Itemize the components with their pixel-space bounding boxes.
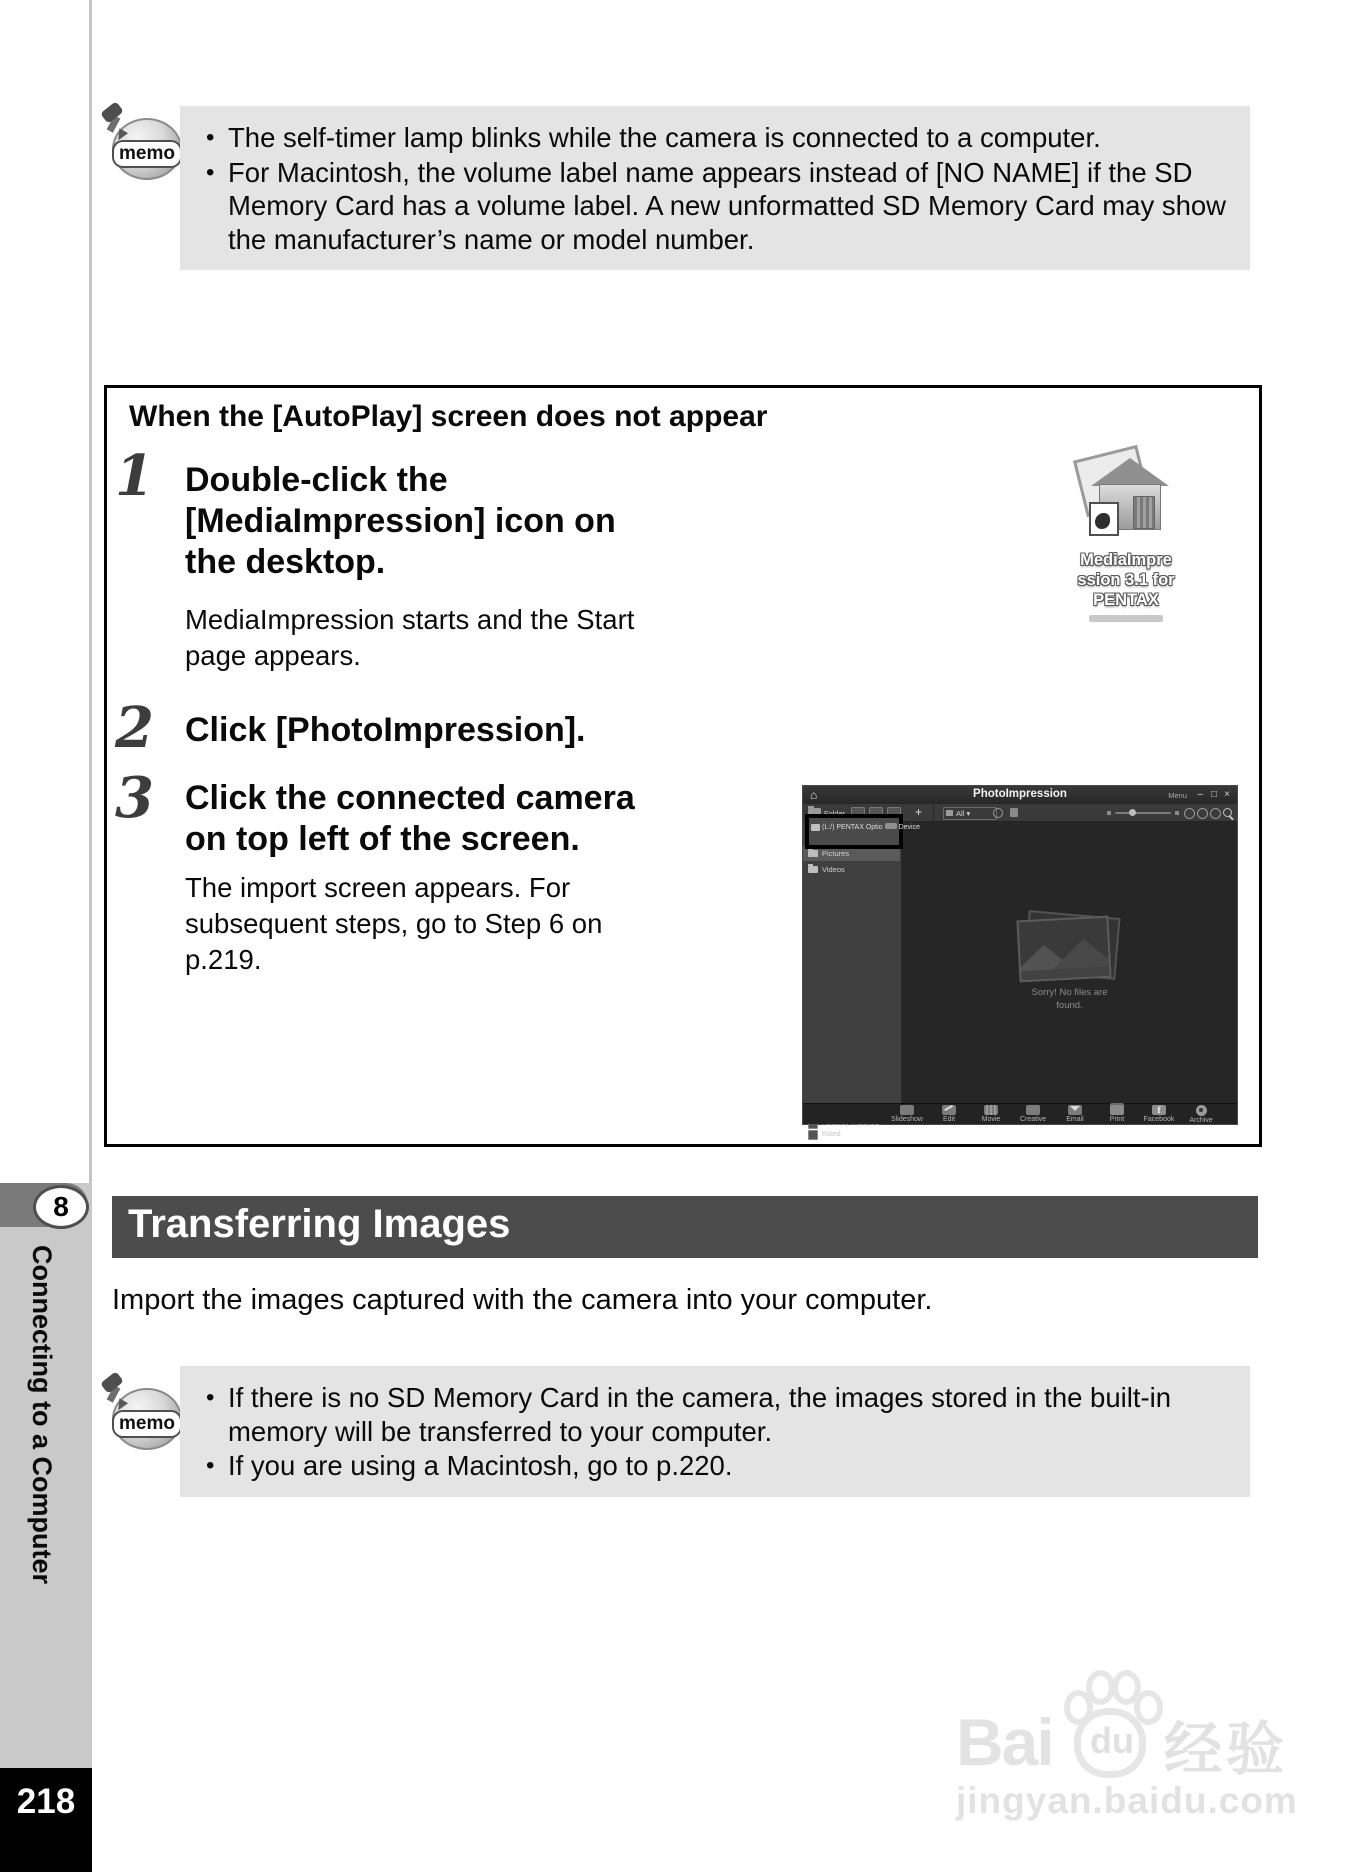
chapter-tab <box>0 1183 88 1227</box>
step-3-number: 3 <box>115 765 154 831</box>
zoom-slider-handle[interactable] <box>1129 809 1136 816</box>
small-photo-icon <box>1089 502 1119 536</box>
step-1-heading-line: Double-click the <box>185 461 448 499</box>
bottombar-archive[interactable] <box>1187 1105 1215 1124</box>
chapter-title-vertical: Connecting to a Computer <box>27 1245 57 1584</box>
folder-icon <box>808 850 818 857</box>
left-margin-rule <box>89 0 92 1186</box>
bottombar-edit[interactable] <box>935 1105 963 1123</box>
step-3-heading-line: on top left of the screen. <box>185 820 580 858</box>
empty-message-line: Sorry! No files are <box>1031 987 1108 998</box>
bottombar-label: Print <box>1109 1116 1125 1123</box>
step-3-body-line: subsequent steps, go to Step 6 on <box>185 908 603 939</box>
memo-note-top <box>180 106 1250 270</box>
filter-label: All <box>956 809 965 818</box>
window-titlebar <box>803 786 1237 804</box>
bullet-icon: • <box>206 1384 215 1411</box>
mediaimpression-icon-art <box>1073 450 1177 542</box>
maximize-button[interactable]: □ <box>1210 789 1217 800</box>
memo-bullet <box>202 1449 1228 1483</box>
memo-bullet-text: For Macintosh, the volume label name appears instead of [NO NAME] if the SD Memory Card has a volume label. A new unformatted SD Memory Card may show the manufacturer’s name or model number. <box>228 156 1227 255</box>
icon-label-line: MediaImpre <box>1080 551 1172 569</box>
step-3-heading-line: Click the connected camera <box>185 779 635 817</box>
toolbar-divider <box>933 804 934 821</box>
empty-message-line: found. <box>1056 1000 1083 1011</box>
bullet-icon: • <box>206 124 215 151</box>
delete-icon[interactable] <box>1010 808 1018 817</box>
pushpin-head-icon <box>100 1371 124 1394</box>
watermark-url: jingyan.baidu.com <box>956 1780 1298 1821</box>
page-number: 218 <box>16 1782 76 1821</box>
bullet-icon: • <box>206 1452 215 1479</box>
zoom-out-icon[interactable] <box>1107 811 1111 815</box>
memo-note-bottom <box>180 1366 1250 1497</box>
connected-camera-callout[interactable] <box>805 814 920 849</box>
step-3-heading <box>185 778 635 860</box>
bottombar-label: Facebook <box>1143 1116 1175 1123</box>
folder-icon <box>808 866 818 873</box>
autoplay-heading: When the [AutoPlay] screen does not appear <box>129 400 768 433</box>
window-title: PhotoImpression <box>973 788 1067 800</box>
chapter-number-badge <box>33 1185 89 1229</box>
email-icon <box>1068 1105 1082 1115</box>
close-button[interactable]: × <box>1224 789 1230 800</box>
house-roof-icon <box>1091 458 1169 486</box>
connected-camera-item[interactable] <box>811 823 920 831</box>
album-icon <box>808 1130 818 1140</box>
device-label-prefix: (L:/) PENTAX Optio <box>822 824 883 831</box>
section-header-bar <box>112 1196 1258 1258</box>
step-1-body-line: page appears. <box>185 640 361 671</box>
step-2-number: 2 <box>115 695 154 761</box>
icon-sublabel-blur <box>1089 615 1163 622</box>
movie-icon <box>984 1105 998 1115</box>
baidu-logo-chinese: 经验 <box>1164 1717 1289 1782</box>
sidebar-item-label: Videos <box>822 865 845 874</box>
bottombar-label: Creative <box>1019 1116 1047 1123</box>
edit-icon <box>942 1105 956 1115</box>
step-1-number: 1 <box>115 443 154 509</box>
memo-icon <box>96 1374 182 1454</box>
baidu-logo-bai: Bai <box>956 1705 1053 1779</box>
bottombar-movie[interactable] <box>977 1105 1005 1123</box>
people-icon[interactable] <box>1197 808 1208 819</box>
memo-icon <box>96 104 182 184</box>
menu-button[interactable]: Menu <box>1168 791 1187 800</box>
chevron-down-icon: ▾ <box>966 809 971 818</box>
step-1-heading-line: the desktop. <box>185 543 386 581</box>
print-icon <box>1110 1105 1124 1115</box>
refresh-icon[interactable] <box>993 808 1003 818</box>
bottombar-creative[interactable] <box>1019 1105 1047 1123</box>
memo-label: memo <box>112 140 182 168</box>
minimize-button[interactable]: – <box>1197 789 1203 800</box>
empty-state-message <box>902 986 1237 1012</box>
memo-bullet <box>202 1381 1228 1448</box>
autoplay-section <box>104 385 1262 1147</box>
photoimpression-window <box>803 786 1237 1138</box>
memo-bullet <box>202 156 1228 257</box>
mediaimpression-desktop-icon[interactable] <box>1063 450 1189 648</box>
baidu-logo <box>956 1668 1296 1782</box>
bottombar-print[interactable] <box>1103 1105 1131 1123</box>
bottombar-facebook[interactable] <box>1145 1105 1173 1123</box>
baidu-logo-du: du <box>1090 1720 1134 1761</box>
info-icon[interactable] <box>1184 808 1195 819</box>
page-number-box <box>0 1768 92 1872</box>
device-label <box>822 823 920 831</box>
house-door-icon <box>1133 496 1155 529</box>
home-icon[interactable]: ⌂ <box>810 788 818 802</box>
facebook-icon: f <box>1152 1105 1166 1115</box>
pushpin-head-icon <box>100 101 124 124</box>
zoom-slider[interactable] <box>1115 812 1171 814</box>
memo-bullet-text: If you are using a Macintosh, go to p.220. <box>228 1450 733 1481</box>
paw-toe-icon <box>1086 1670 1115 1705</box>
search-icon[interactable] <box>1223 808 1232 817</box>
tag-icon[interactable] <box>1210 808 1221 819</box>
window-sidebar <box>803 821 902 1138</box>
slideshow-icon <box>900 1105 914 1115</box>
device-label-suffix: Device <box>898 824 920 831</box>
bottombar-label: Email <box>1066 1116 1084 1123</box>
section-title: Transferring Images <box>128 1202 511 1246</box>
icon-label-line: PENTAX <box>1093 591 1159 609</box>
step-3-body <box>185 870 602 978</box>
chapter-number: 8 <box>53 1191 69 1222</box>
photo-subject-icon <box>1095 513 1110 529</box>
mountain-icon <box>1050 937 1112 971</box>
step-3-body-line: The import screen appears. For <box>185 872 571 903</box>
desktop-icon-label <box>1063 550 1189 610</box>
album-item-label: Rated <box>822 1131 841 1138</box>
device-model-redacted <box>885 823 897 829</box>
camera-device-icon <box>811 824 820 831</box>
memo-bullet-text: The self-timer lamp blinks while the camera is connected to a computer. <box>228 122 1101 153</box>
empty-state-illustration <box>1018 914 1118 980</box>
baidu-paw-icon <box>1060 1668 1160 1774</box>
sidebar-item-label: Pictures <box>822 849 850 858</box>
memo-label: memo <box>112 1410 182 1438</box>
step-1-heading-line: [MediaImpression] icon on <box>185 502 616 540</box>
filter-dropdown[interactable] <box>943 807 997 820</box>
bottombar-label: Movie <box>981 1116 1001 1123</box>
baidu-watermark <box>956 1668 1296 1822</box>
step-1-heading <box>185 460 616 583</box>
step-3-body-line: p.219. <box>185 944 262 975</box>
add-icon[interactable]: + <box>915 805 923 819</box>
bottombar-label: Slideshow <box>891 1116 923 1123</box>
photo-card-front <box>1016 916 1111 983</box>
bottombar-label: Archive <box>1189 1116 1213 1124</box>
window-bottom-toolbar <box>803 1103 1237 1124</box>
icon-label-line: ssion 3.1 for <box>1077 571 1175 589</box>
section-intro-text: Import the images captured with the camera into your computer. <box>112 1284 933 1316</box>
step-2-heading: Click [PhotoImpression]. <box>185 711 586 749</box>
step-1-body-line: MediaImpression starts and the Start <box>185 604 635 635</box>
zoom-in-icon[interactable] <box>1175 811 1179 815</box>
sidebar-item-videos[interactable] <box>803 862 900 877</box>
memo-bullet-text: If there is no SD Memory Card in the camera, the images stored in the built-in memory will be transferred to your computer. <box>228 1382 1172 1447</box>
memo-bullet <box>202 121 1228 155</box>
bottombar-label: Edit <box>942 1116 956 1123</box>
bullet-icon: • <box>206 158 215 186</box>
bottombar-slideshow[interactable] <box>893 1105 921 1123</box>
creative-icon <box>1026 1105 1040 1115</box>
bottombar-email[interactable] <box>1061 1105 1089 1123</box>
step-1-body <box>185 602 634 674</box>
album-item-rated[interactable] <box>803 1129 900 1140</box>
archive-icon <box>1196 1105 1207 1116</box>
